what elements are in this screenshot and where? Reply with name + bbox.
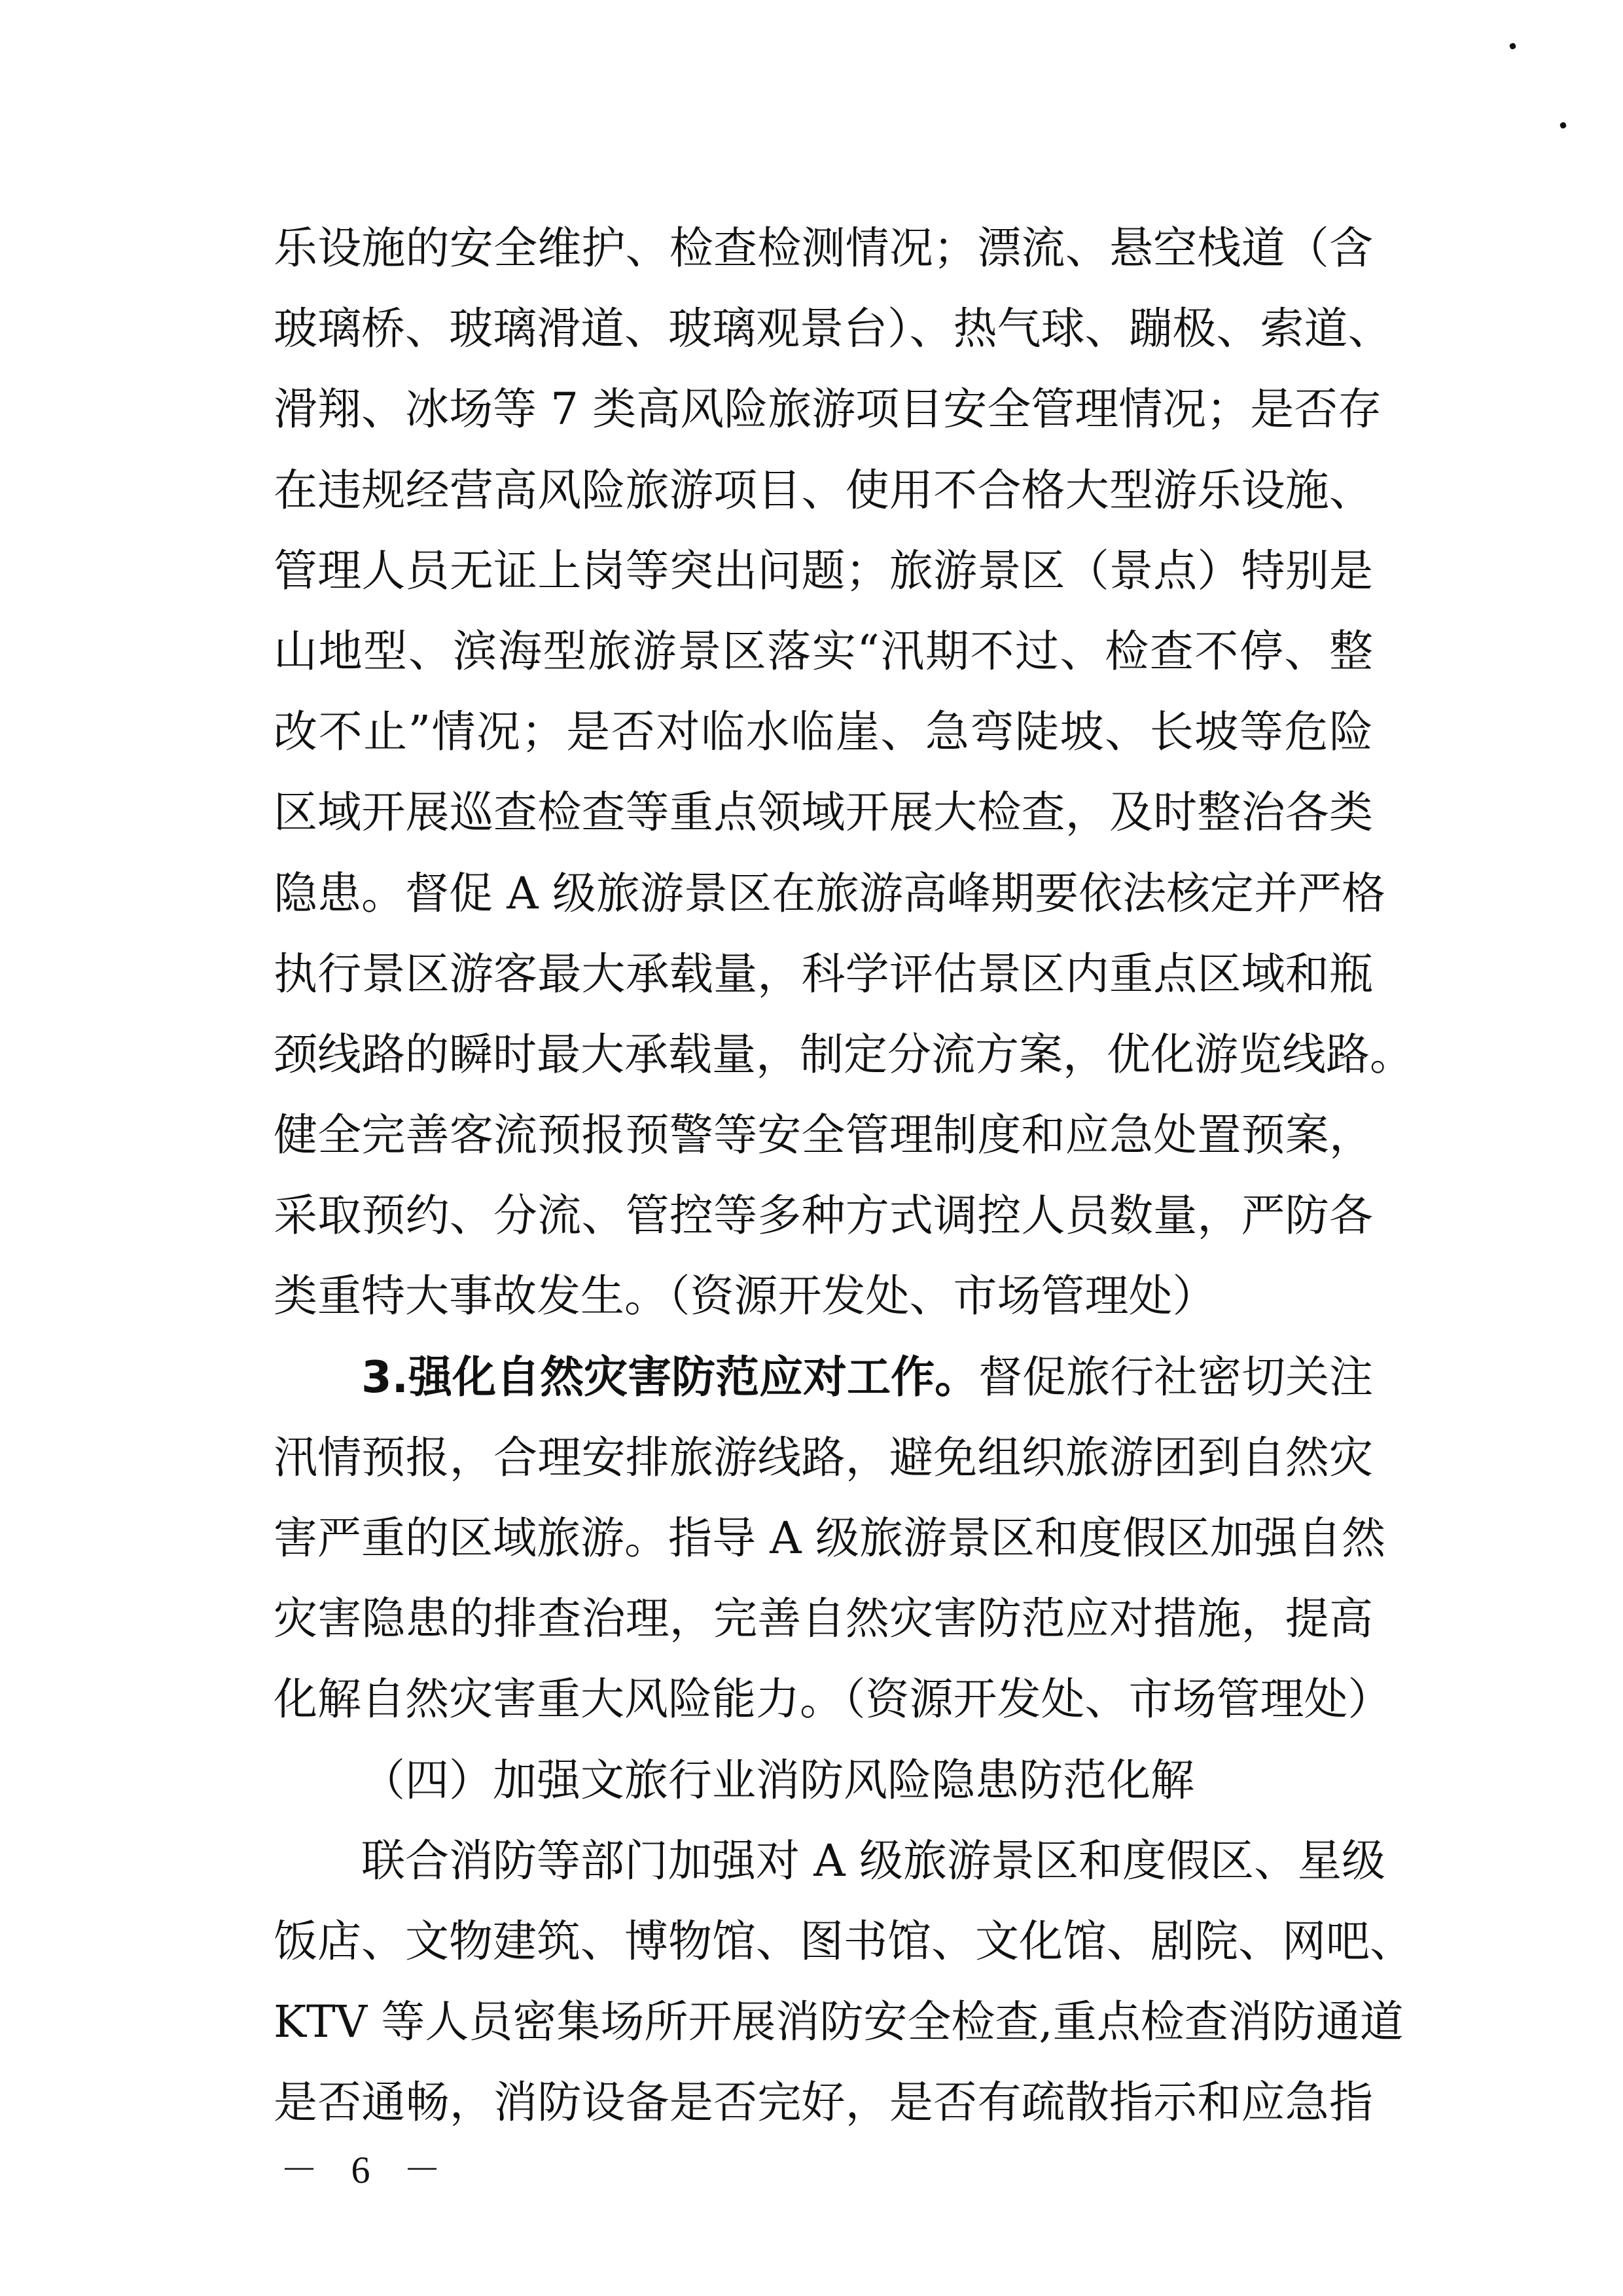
text-line: 灾害隐患的排查治理，完善自然灾害防范应对措施，提高 — [274, 1593, 1373, 1645]
text-line: 改不止”情况；是否对临水临崖、急弯陡坡、长坡等危险 — [274, 706, 1373, 758]
text-line: 汛情预报，合理安排旅游线路，避免组织旅游团到自然灾 — [274, 1431, 1373, 1483]
text-line: 区域开展巡查检查等重点领域开展大检查，及时整治各类 — [274, 787, 1373, 838]
document-body — [274, 208, 1414, 2144]
text-line: 害严重的区域旅游。指导 A 级旅游景区和度假区加强自然 — [274, 1513, 1385, 1564]
section-4-heading: （四）加强文旅行业消防风险隐患防范化解 — [361, 1754, 1194, 1806]
scan-speck-mark — [1509, 43, 1517, 50]
text-line: 颈线路的瞬时最大承载量，制定分流方案，优化游览线路。 — [274, 1028, 1414, 1080]
scan-speck-mark — [1560, 122, 1567, 130]
text-line: 饭店、文物建筑、博物馆、图书馆、文化馆、剧院、网吧、 — [274, 1915, 1414, 1967]
text-line: 联合消防等部门加强对 A 级旅游景区和度假区、星级 — [361, 1835, 1385, 1886]
item-3-heading: 3.强化自然灾害防范应对工作。 — [361, 1351, 979, 1403]
text-line: 山地型、滨海型旅游景区落实“汛期不过、检查不停、整 — [274, 625, 1373, 677]
text-line: 隐患。督促 A 级旅游景区在旅游高峰期要依法核定并严格 — [274, 867, 1385, 919]
text-line: 是否通畅，消防设备是否完好，是否有疏散指示和应急指 — [274, 2077, 1373, 2128]
text-line: 健全完善客流预报预警等安全管理制度和应急处置预案， — [274, 1109, 1373, 1161]
text-line: KTV 等人员密集场所开展消防安全检查,重点检查消防通道 — [274, 1996, 1404, 2048]
text-line: 执行景区游客最大承载量，科学评估景区内重点区域和瓶 — [274, 948, 1373, 999]
text-line: 采取预约、分流、管控等多种方式调控人员数量，严防各 — [274, 1190, 1373, 1242]
item-3-first-line — [274, 1337, 1373, 1418]
text-line: 在违规经营高风险旅游项目、使用不合格大型游乐设施、 — [274, 464, 1373, 516]
text-line: 化解自然灾害重大风险能力。（资源开发处、市场管理处） — [274, 1674, 1392, 1725]
item-3-first-line-text: 督促旅行社密切关注 — [978, 1351, 1374, 1403]
page-number: － 6 － — [280, 2149, 454, 2191]
text-line: 管理人员无证上岗等突出问题；旅游景区（景点）特别是 — [274, 545, 1373, 596]
text-line: 玻璃桥、玻璃滑道、玻璃观景台）、热气球、蹦极、索道、 — [274, 303, 1392, 355]
text-line: 滑翔、冰场等 7 类高风险旅游项目安全管理情况；是否存 — [274, 384, 1382, 435]
text-line: 类重特大事故发生。（资源开发处、市场管理处） — [274, 1270, 1217, 1322]
text-line: 乐设施的安全维护、检查检测情况；漂流、悬空栈道（含 — [274, 223, 1373, 274]
